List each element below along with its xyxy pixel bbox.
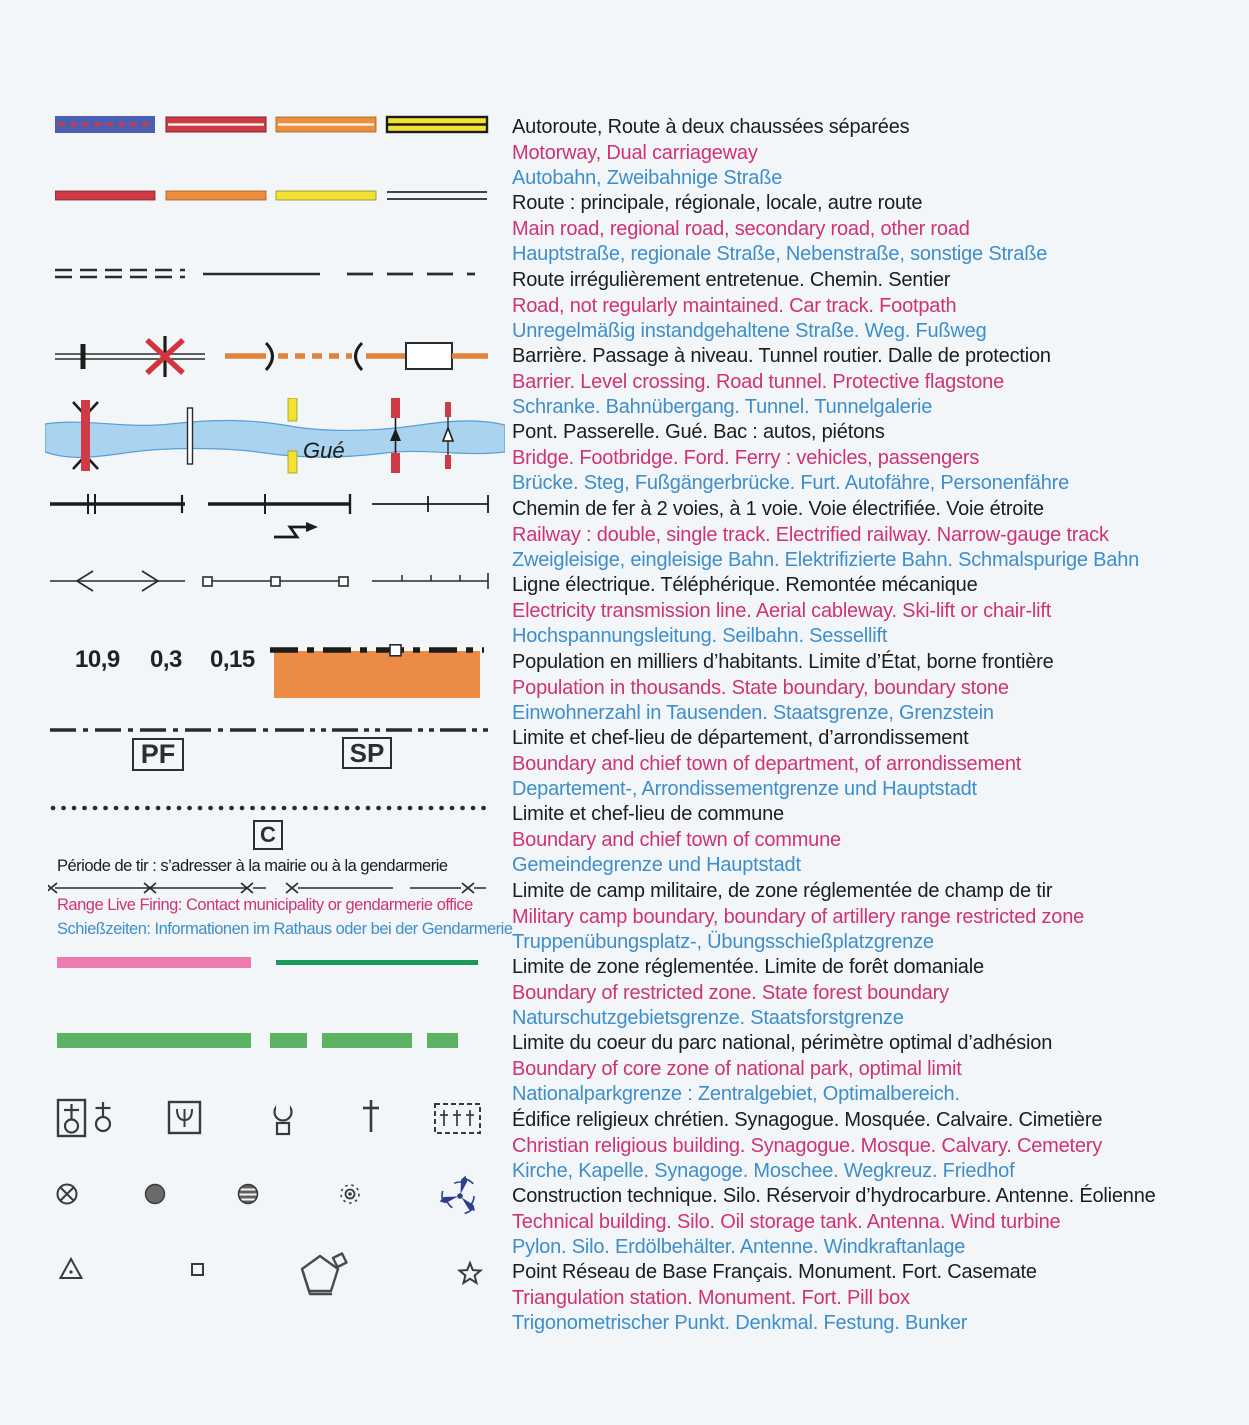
religious-buildings-icons: [50, 1096, 490, 1144]
cemetery-icon: [435, 1104, 480, 1133]
label-de: Einwohnerzahl in Tausenden. Staatsgrenze, Grenzstein: [512, 702, 994, 724]
population-value-small: 0,15: [210, 646, 255, 673]
legend-text-military-boundary: [512, 879, 1247, 956]
legend-text-triangulation: [512, 1260, 1247, 1337]
label-de: Gemeindegrenze und Hauptstadt: [512, 854, 801, 876]
label-en: Electricity transmission line. Aerial cableway. Ski-lift or chair-lift: [512, 599, 1052, 622]
state-forest-line-icon: [276, 960, 478, 965]
firing-period-note-de: Schießzeiten: Informationen im Rathaus oder bei der Gendarmerie: [57, 920, 513, 938]
silo-icon: [146, 1185, 165, 1204]
label-fr: Point Réseau de Base Français. Monument. Fort. Casemate: [512, 1261, 1037, 1283]
population-value-medium: 0,3: [150, 646, 182, 673]
label-en: Motorway, Dual carriageway: [512, 141, 758, 164]
legend-text-technical: [512, 1184, 1247, 1261]
powerline-cableway-icon: [50, 567, 490, 595]
label-fr: Édifice religieux chrétien. Synagogue. Mosquée. Calvaire. Cimetière: [512, 1109, 1103, 1131]
label-de: Trigonometrischer Punkt. Denkmal. Festung. Bunker: [512, 1312, 968, 1334]
pillbox-star-icon: [460, 1263, 481, 1283]
label-fr: Limite et chef-lieu de commune: [512, 803, 784, 825]
label-de: Truppenübungsplatz-, Übungsschießplatzgrenze: [512, 931, 934, 953]
label-en: Boundary of restricted zone. State forest boundary: [512, 981, 949, 1004]
commune-box: C: [253, 820, 283, 850]
label-de: Pylon. Silo. Erdölbehälter. Antenne. Windkraftanlage: [512, 1236, 966, 1258]
prefecture-box: PF: [132, 738, 184, 771]
label-en: Christian religious building. Synagogue. Mosque. Calvary. Cemetery: [512, 1134, 1103, 1157]
label-fr: Construction technique. Silo. Réservoir d’hydrocarbure. Antenne. Éolienne: [512, 1185, 1156, 1207]
legend-text-barrier-tunnel: [512, 344, 1247, 421]
motorway-dual-carriageway-icon: [55, 112, 495, 136]
restricted-zone-band-icon: [57, 957, 251, 968]
label-fr: Chemin de fer à 2 voies, à 1 voie. Voie électrifiée. Voie étroite: [512, 498, 1044, 520]
label-fr: Pont. Passerelle. Gué. Bac : autos, piétons: [512, 421, 885, 443]
legend-text-national-park: [512, 1031, 1247, 1108]
landmark-icons: [50, 1250, 490, 1302]
label-fr: Ligne électrique. Téléphérique. Remontée mécanique: [512, 574, 978, 596]
calvary-cross-icon: [363, 1100, 379, 1132]
barrier-crossing-tunnel-icon: [50, 336, 490, 378]
label-de: Hauptstraße, regionale Straße, Nebenstraße, sonstige Straße: [512, 243, 1048, 265]
triangulation-station-icon: [61, 1259, 82, 1278]
label-en: Boundary and chief town of department, of arrondissement: [512, 752, 1022, 775]
pylon-icon: [58, 1185, 77, 1204]
river-crossings-icon: [45, 398, 505, 474]
label-de: Schranke. Bahnübergang. Tunnel. Tunnelgalerie: [512, 396, 933, 418]
firing-period-note-en: Range Live Firing: Contact municipality or gendarmerie office: [57, 896, 473, 914]
label-en: Bridge. Footbridge. Ford. Ferry : vehicles, passengers: [512, 446, 980, 469]
label-de: Nationalparkgrenze : Zentralgebiet, Optimalbereich.: [512, 1083, 960, 1105]
legend-text-powerline: [512, 573, 1247, 650]
legend-text-roads: [512, 191, 1247, 268]
label-de: Naturschutzgebietsgrenze. Staatsforstgrenze: [512, 1007, 904, 1029]
label-de: Kirche, Kapelle. Synagoge. Moschee. Wegkreuz. Friedhof: [512, 1160, 1015, 1182]
church-icon: [58, 1100, 85, 1136]
label-fr: Route : principale, régionale, locale, autre route: [512, 192, 923, 214]
label-en: Technical building. Silo. Oil storage tank. Antenna. Wind turbine: [512, 1210, 1061, 1233]
state-boundary-band-icon: [274, 651, 480, 698]
label-de: Unregelmäßig instandgehaltene Straße. Weg. Fußweg: [512, 320, 987, 342]
mosque-icon: [275, 1101, 292, 1135]
label-fr: Route irrégulièrement entretenue. Chemin. Sentier: [512, 269, 951, 291]
legend-text-restricted-forest: [512, 955, 1247, 1032]
legend-text-railway: [512, 497, 1247, 574]
label-en: Main road, regional road, secondary road, other road: [512, 217, 970, 240]
legend-text-population-state-boundary: [512, 650, 1247, 727]
military-boundary-line-icon: [48, 880, 498, 896]
firing-period-note-fr: Période de tir : s’adresser à la mairie ou à la gendarmerie: [57, 857, 448, 875]
railway-icon: [50, 492, 490, 544]
label-en: Railway : double, single track. Electrified railway. Narrow-gauge track: [512, 523, 1109, 546]
fort-icon: [302, 1254, 347, 1295]
subprefecture-box: SP: [342, 737, 392, 769]
label-fr: Limite et chef-lieu de département, d’arrondissement: [512, 727, 969, 749]
national-park-optimal-dash-icon: [427, 1033, 458, 1048]
label-en: Triangulation station. Monument. Fort. Pill box: [512, 1286, 910, 1309]
label-fr: Limite de camp militaire, de zone réglementée de champ de tir: [512, 880, 1053, 902]
label-fr: Autoroute, Route à deux chaussées séparées: [512, 116, 910, 138]
legend-text-commune-boundary: [512, 802, 1247, 879]
label-en: Road, not regularly maintained. Car track. Footpath: [512, 294, 957, 317]
label-fr: Population en milliers d’habitants. Limite d’État, borne frontière: [512, 651, 1054, 673]
label-fr: Barrière. Passage à niveau. Tunnel routier. Dalle de protection: [512, 345, 1051, 367]
label-en: Boundary and chief town of commune: [512, 828, 841, 851]
label-fr: Limite du coeur du parc national, périmètre optimal d’adhésion: [512, 1032, 1053, 1054]
label-de: Zweigleisige, eingleisige Bahn. Elektrifizierte Bahn. Schmalspurige Bahn: [512, 549, 1140, 571]
road-classes-icon: [55, 189, 495, 203]
track-footpath-icon: [55, 266, 495, 282]
oil-tank-icon: [238, 1185, 258, 1204]
legend-text-tracks: [512, 268, 1247, 345]
chapel-icon: [96, 1102, 111, 1131]
legend-text-bridge-ferry: [512, 420, 1247, 497]
label-de: Autobahn, Zweibahnige Straße: [512, 167, 783, 189]
legend-text-motorway: [512, 115, 1247, 192]
label-fr: Limite de zone réglementée. Limite de forêt domaniale: [512, 956, 984, 978]
label-en: Population in thousands. State boundary, boundary stone: [512, 676, 1009, 699]
antenna-icon: [341, 1185, 359, 1203]
label-en: Boundary of core zone of national park, optimal limit: [512, 1057, 962, 1080]
label-de: Hochspannungsleitung. Seilbahn. Sessellift: [512, 625, 888, 647]
ford-label: Gué: [303, 438, 345, 463]
legend-text-department-boundary: [512, 726, 1247, 803]
technical-constructions-icons: [50, 1172, 490, 1226]
label-en: Military camp boundary, boundary of artillery range restricted zone: [512, 905, 1085, 928]
label-en: Barrier. Level crossing. Road tunnel. Protective flagstone: [512, 370, 1005, 393]
legend-text-religious: [512, 1108, 1247, 1185]
state-boundary-line-icon: [270, 644, 486, 658]
national-park-optimal-dash-icon: [270, 1033, 307, 1048]
national-park-core-band-icon: [57, 1033, 251, 1048]
label-de: Departement-, Arrondissementgrenze und Hauptstadt: [512, 778, 977, 800]
commune-boundary-line-icon: [50, 803, 490, 813]
national-park-optimal-dash-icon: [322, 1033, 412, 1048]
wind-turbine-icon: [435, 1172, 486, 1221]
synagogue-icon: [169, 1102, 200, 1133]
population-value-large: 10,9: [75, 646, 120, 673]
label-de: Brücke. Steg, Fußgängerbrücke. Furt. Autofähre, Personenfähre: [512, 472, 1069, 494]
department-boundary-line-icon: [50, 724, 490, 736]
monument-icon: [192, 1264, 203, 1275]
